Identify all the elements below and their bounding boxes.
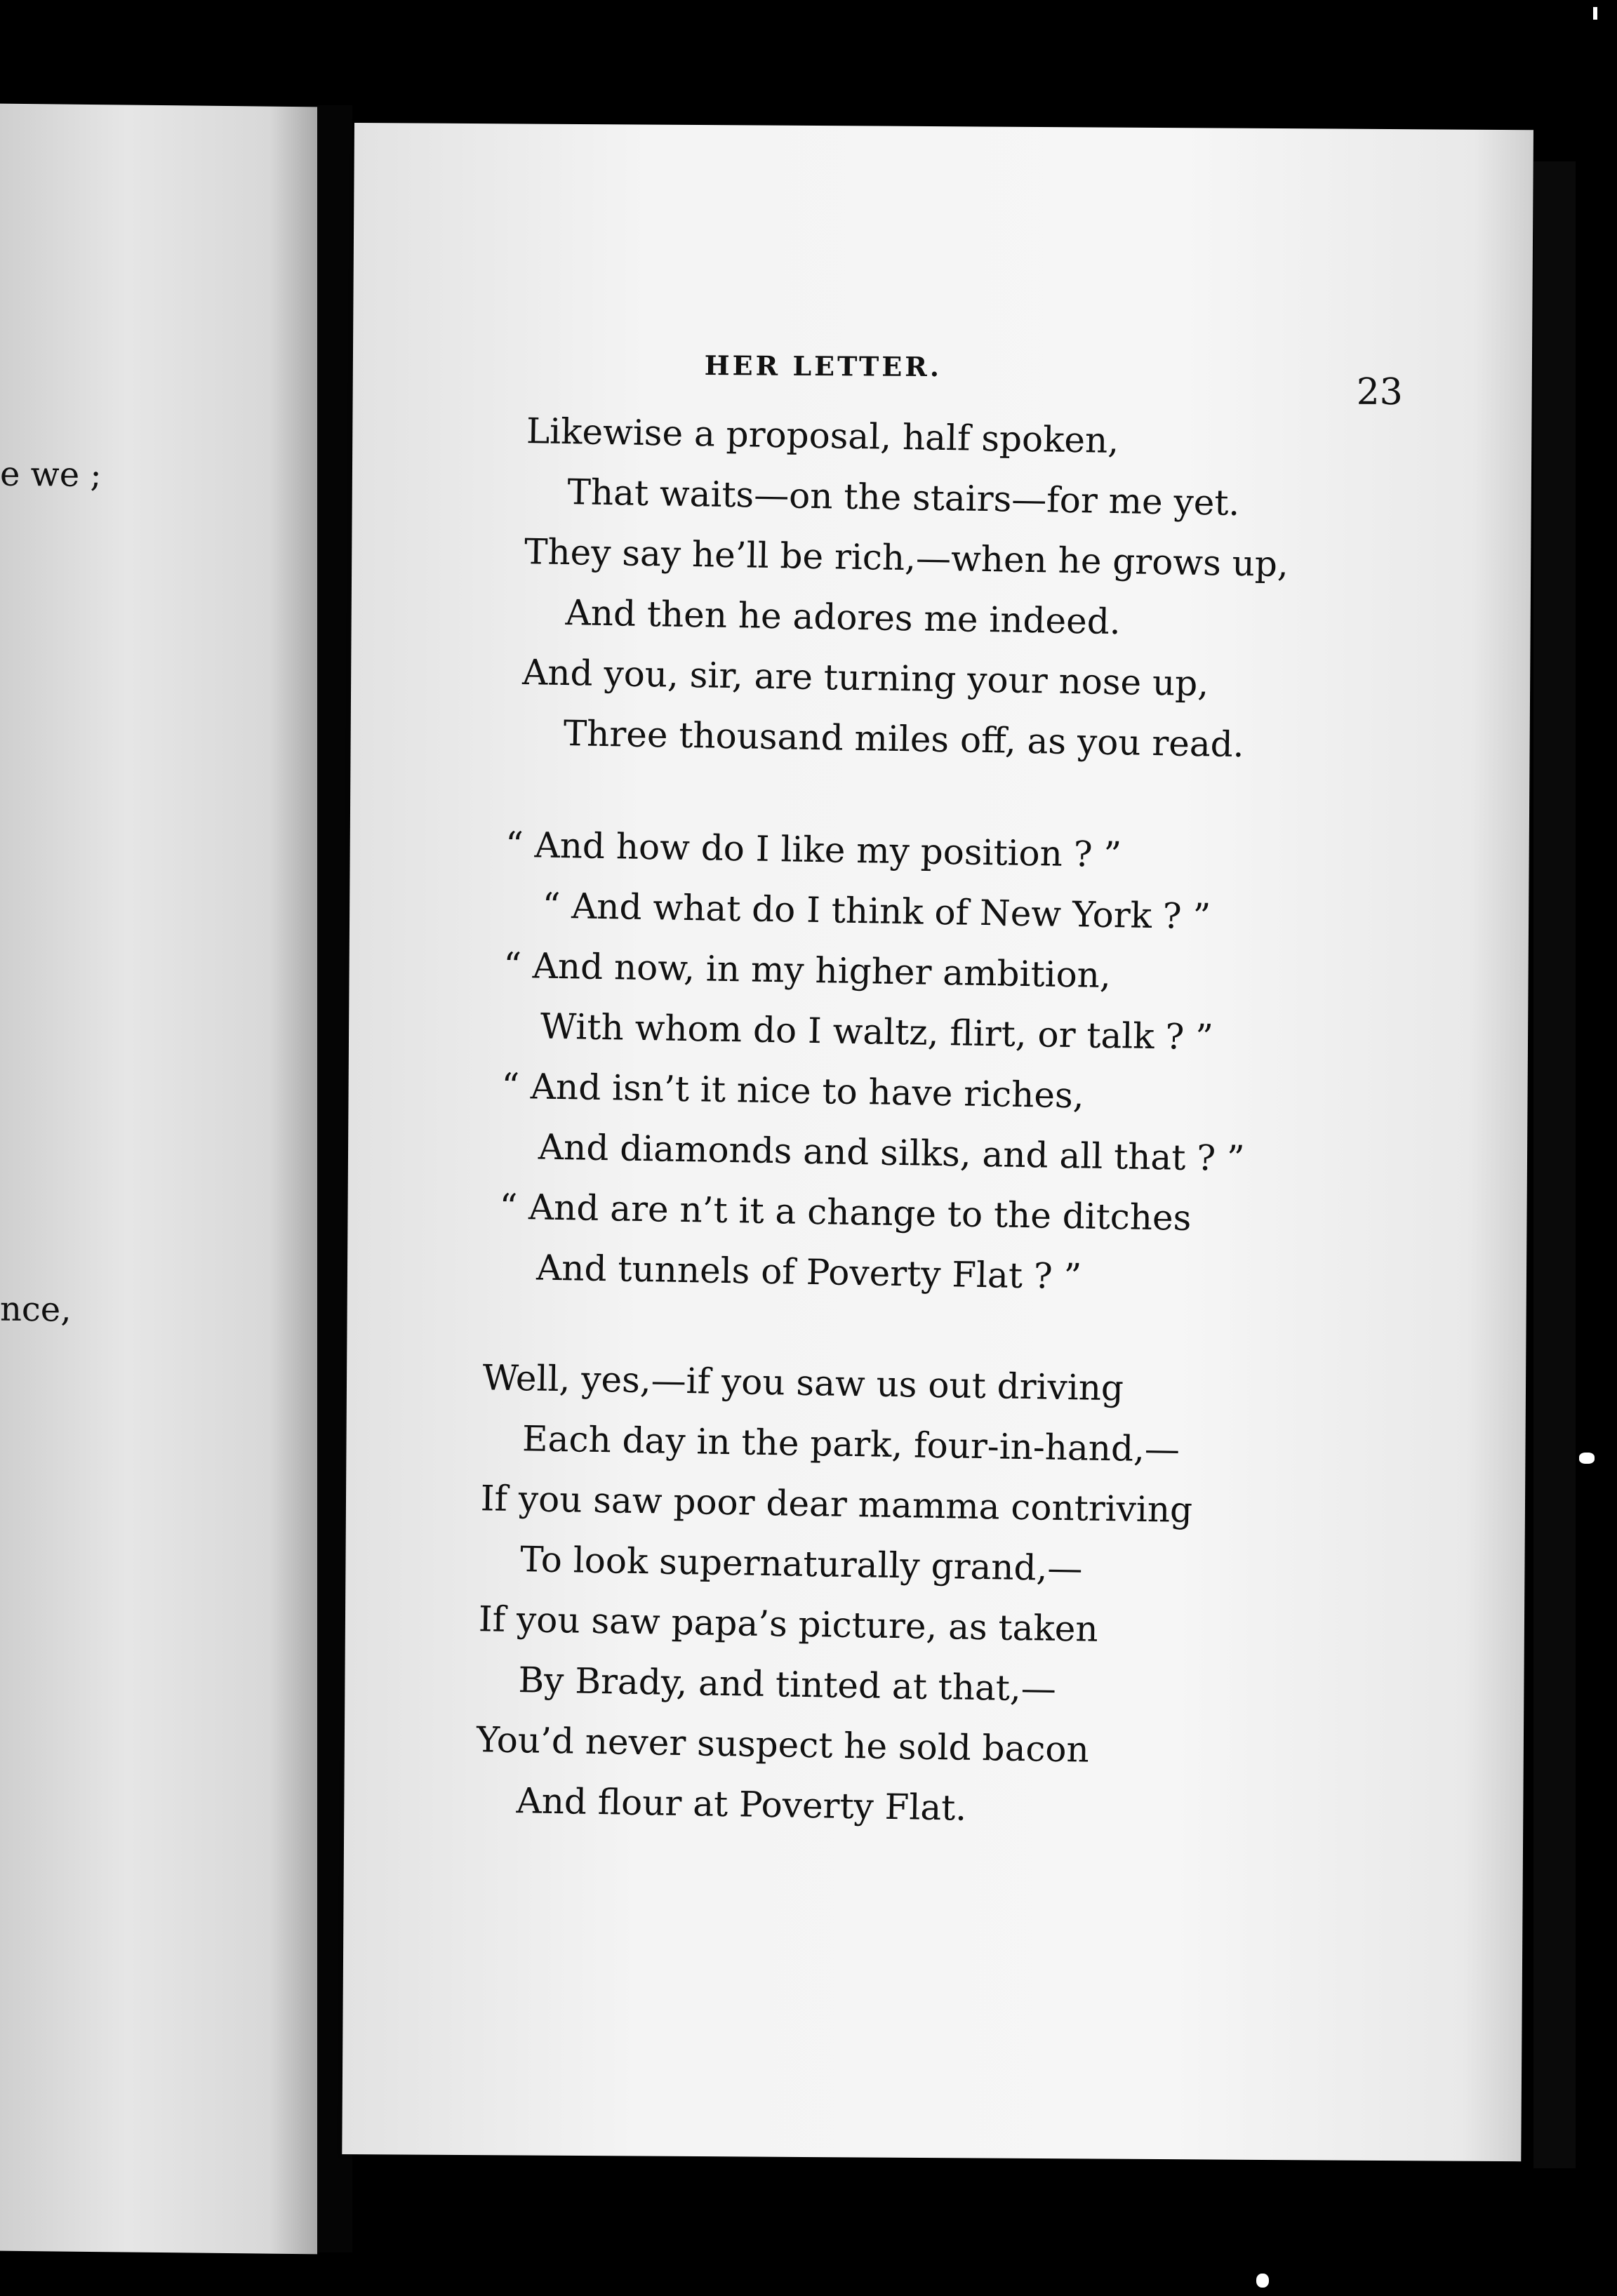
poem-line: By Brady, and tinted at that,—	[517, 1660, 1057, 1709]
poem-line: That waits—on the stairs—for me yet.	[567, 472, 1240, 523]
dust-speck	[1256, 2274, 1269, 2288]
poem-line: If you saw papa’s picture, as taken	[478, 1598, 1099, 1650]
poem-line: They say he’ll be rich,—when he grows up,	[524, 531, 1289, 585]
poem-line: “ And what do I think of New York ? ”	[542, 885, 1211, 937]
poem-line: To look supernaturally grand,—	[519, 1539, 1083, 1589]
poem-line: Three thousand miles off, as you read.	[563, 713, 1245, 766]
poem-line: And you, sir, are turning your nose up,	[521, 652, 1209, 705]
poem-line: Well, yes,—if you saw us out driving	[482, 1357, 1124, 1409]
left-page-fragment: e we ;	[0, 454, 102, 495]
page-number: 23	[1356, 371, 1404, 414]
right-page	[342, 123, 1533, 2161]
poem-line: “ And are n’t it a change to the ditches	[499, 1186, 1192, 1239]
page-edge-shadow	[1533, 161, 1576, 2168]
poem-line: “ And isn’t it nice to have riches,	[501, 1065, 1085, 1116]
poem-text	[353, 407, 1532, 1829]
left-page	[0, 104, 317, 2255]
poem-line: If you saw poor dear mamma contriving	[480, 1478, 1193, 1531]
dust-speck	[1579, 1453, 1595, 1464]
poem-line: Likewise a proposal, half spoken,	[526, 411, 1119, 462]
running-header: HER LETTER.	[704, 349, 943, 383]
poem-line: With whom do I waltz, flirt, or talk ? ”	[540, 1006, 1214, 1058]
poem-line: And flour at Poverty Flat.	[516, 1780, 967, 1829]
poem-line: “ And how do I like my position ? ”	[505, 824, 1122, 876]
left-page-fragment: nce,	[0, 1289, 72, 1330]
poem-line: “ And now, in my higher ambition,	[503, 945, 1112, 996]
poem-line: And then he adores me indeed.	[565, 592, 1122, 643]
poem-line: You’d never suspect he sold bacon	[476, 1719, 1090, 1770]
poem-line: Each day in the park, four-in-hand,—	[521, 1418, 1180, 1470]
dust-speck	[1593, 7, 1597, 20]
poem-line: And tunnels of Poverty Flat ? ”	[535, 1247, 1082, 1297]
poem-line: And diamonds and silks, and all that ? ”	[538, 1126, 1245, 1180]
